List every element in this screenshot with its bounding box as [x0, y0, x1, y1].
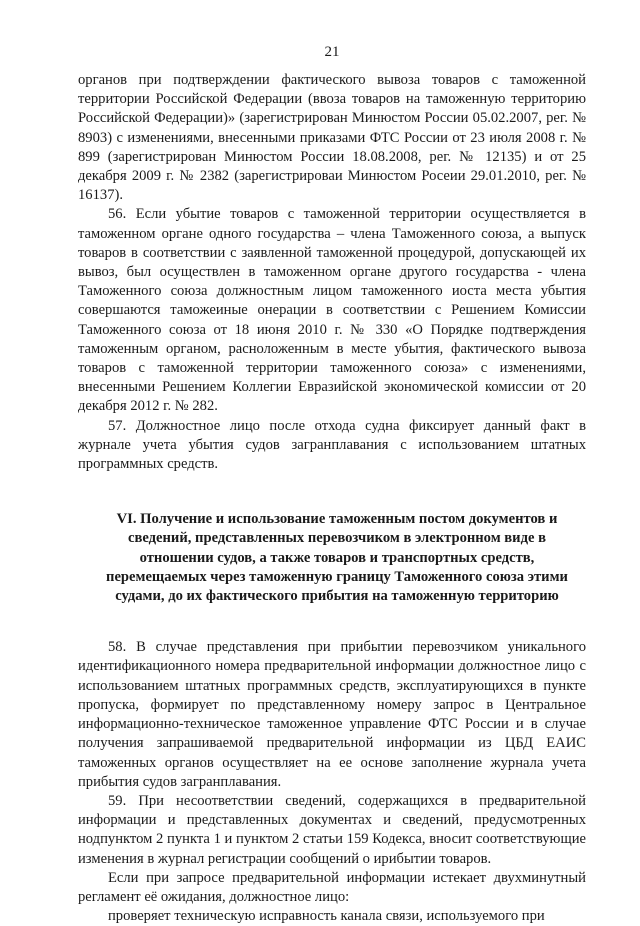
paragraph-58: 58. В случае представления при прибытии перевозчиком уникального идентификационного номера предварительной информации должностное лицо с использованием штатных программных средств, эксплуатирующихся в пункте пропуска, формирует по представленному номеру запрос в Центральное информационно-техническое таможенное управление ФТС России и в случае получения запрашиваемой предварительной информации из ЦБД ЕАИС таможенных органов осуществляет на ее основе заполнение журнала учета прибытия судов загранплавания. [78, 639, 586, 790]
paragraph-check-channel: проверяет техническую исправность канала связи, используемого при [108, 908, 545, 925]
page-number: 21 [324, 44, 340, 60]
body-text-top [78, 71, 586, 474]
paragraph-continuation: органов при подтверждении фактического вывоза товаров с таможенной территории Российской Федерации (ввоза товаров на таможенную территорию Российской Федерации)» (зарегистрирован Минюстом России 05.02.2007, рег. № 8903) с изменениями, внесенными приказами ФТС России от 23 июля 2008 г. № 899 (зарегистрирован Минюстом России 18.08.2008, рег. № 12135) и от 25 декабря 2009 г. № 2382 (зарегистрироваи Минюстом Росеии 29.01.2010, рег. № 16137). [78, 72, 586, 204]
body-text-bottom [78, 638, 586, 926]
paragraph-timeout: Если при запросе предварительной информации истекает двухминутный регламент её ожидания, должностное лицо: [78, 869, 586, 905]
section-heading: VI. Получение и использование таможенным постом документов и сведений, представленных перевозчиком в электронном виде в отношении судов, а также товаров и транспортных средств, перемещаемых через таможенную границу Таможенного союза этими судами, до их фактического прибытия на таможенную территорию [106, 511, 568, 605]
paragraph-57: 57. Должностное лицо после отхода судна фиксирует данный факт в журнале учета убытия судов загранплавания с использованием штатных программных средств. [78, 417, 586, 473]
paragraph-56: 56. Если убытие товаров с таможенной территории осуществляется в таможенном органе одного государства – члена Таможенного союза, а выпуск товаров в соответствии с заявленной таможенной процедурой, допускающей их вывоз, был осуществлен в таможенном органе другого государства - члена Таможенного союза должностным лицом таможенного иоста места убытия совершаются таможеиные онерации в соответствии с Решением Комиссии Таможенного союза от 18 июня 2010 г. № 330 «О Порядке подтверждения таможенным органом, расноложенным в месте убытия, фактического вывоза товаров с таможенной территории таможенного союза» с изменениями, внесенными Решением Коллегии Евразийской экономической комиссии от 20 декабря 2012 г. № 282. [78, 206, 586, 415]
paragraph-59: 59. При несоответствии сведений, содержащихся в предварительной информации и представленных документах и сведений, предусмотренных нодпунктом 2 пункта 1 и пунктом 2 статьи 159 Кодекса, вносит соответствующие изменения в журнал регистрации сообщений о ирибытии товаров. [78, 792, 586, 867]
